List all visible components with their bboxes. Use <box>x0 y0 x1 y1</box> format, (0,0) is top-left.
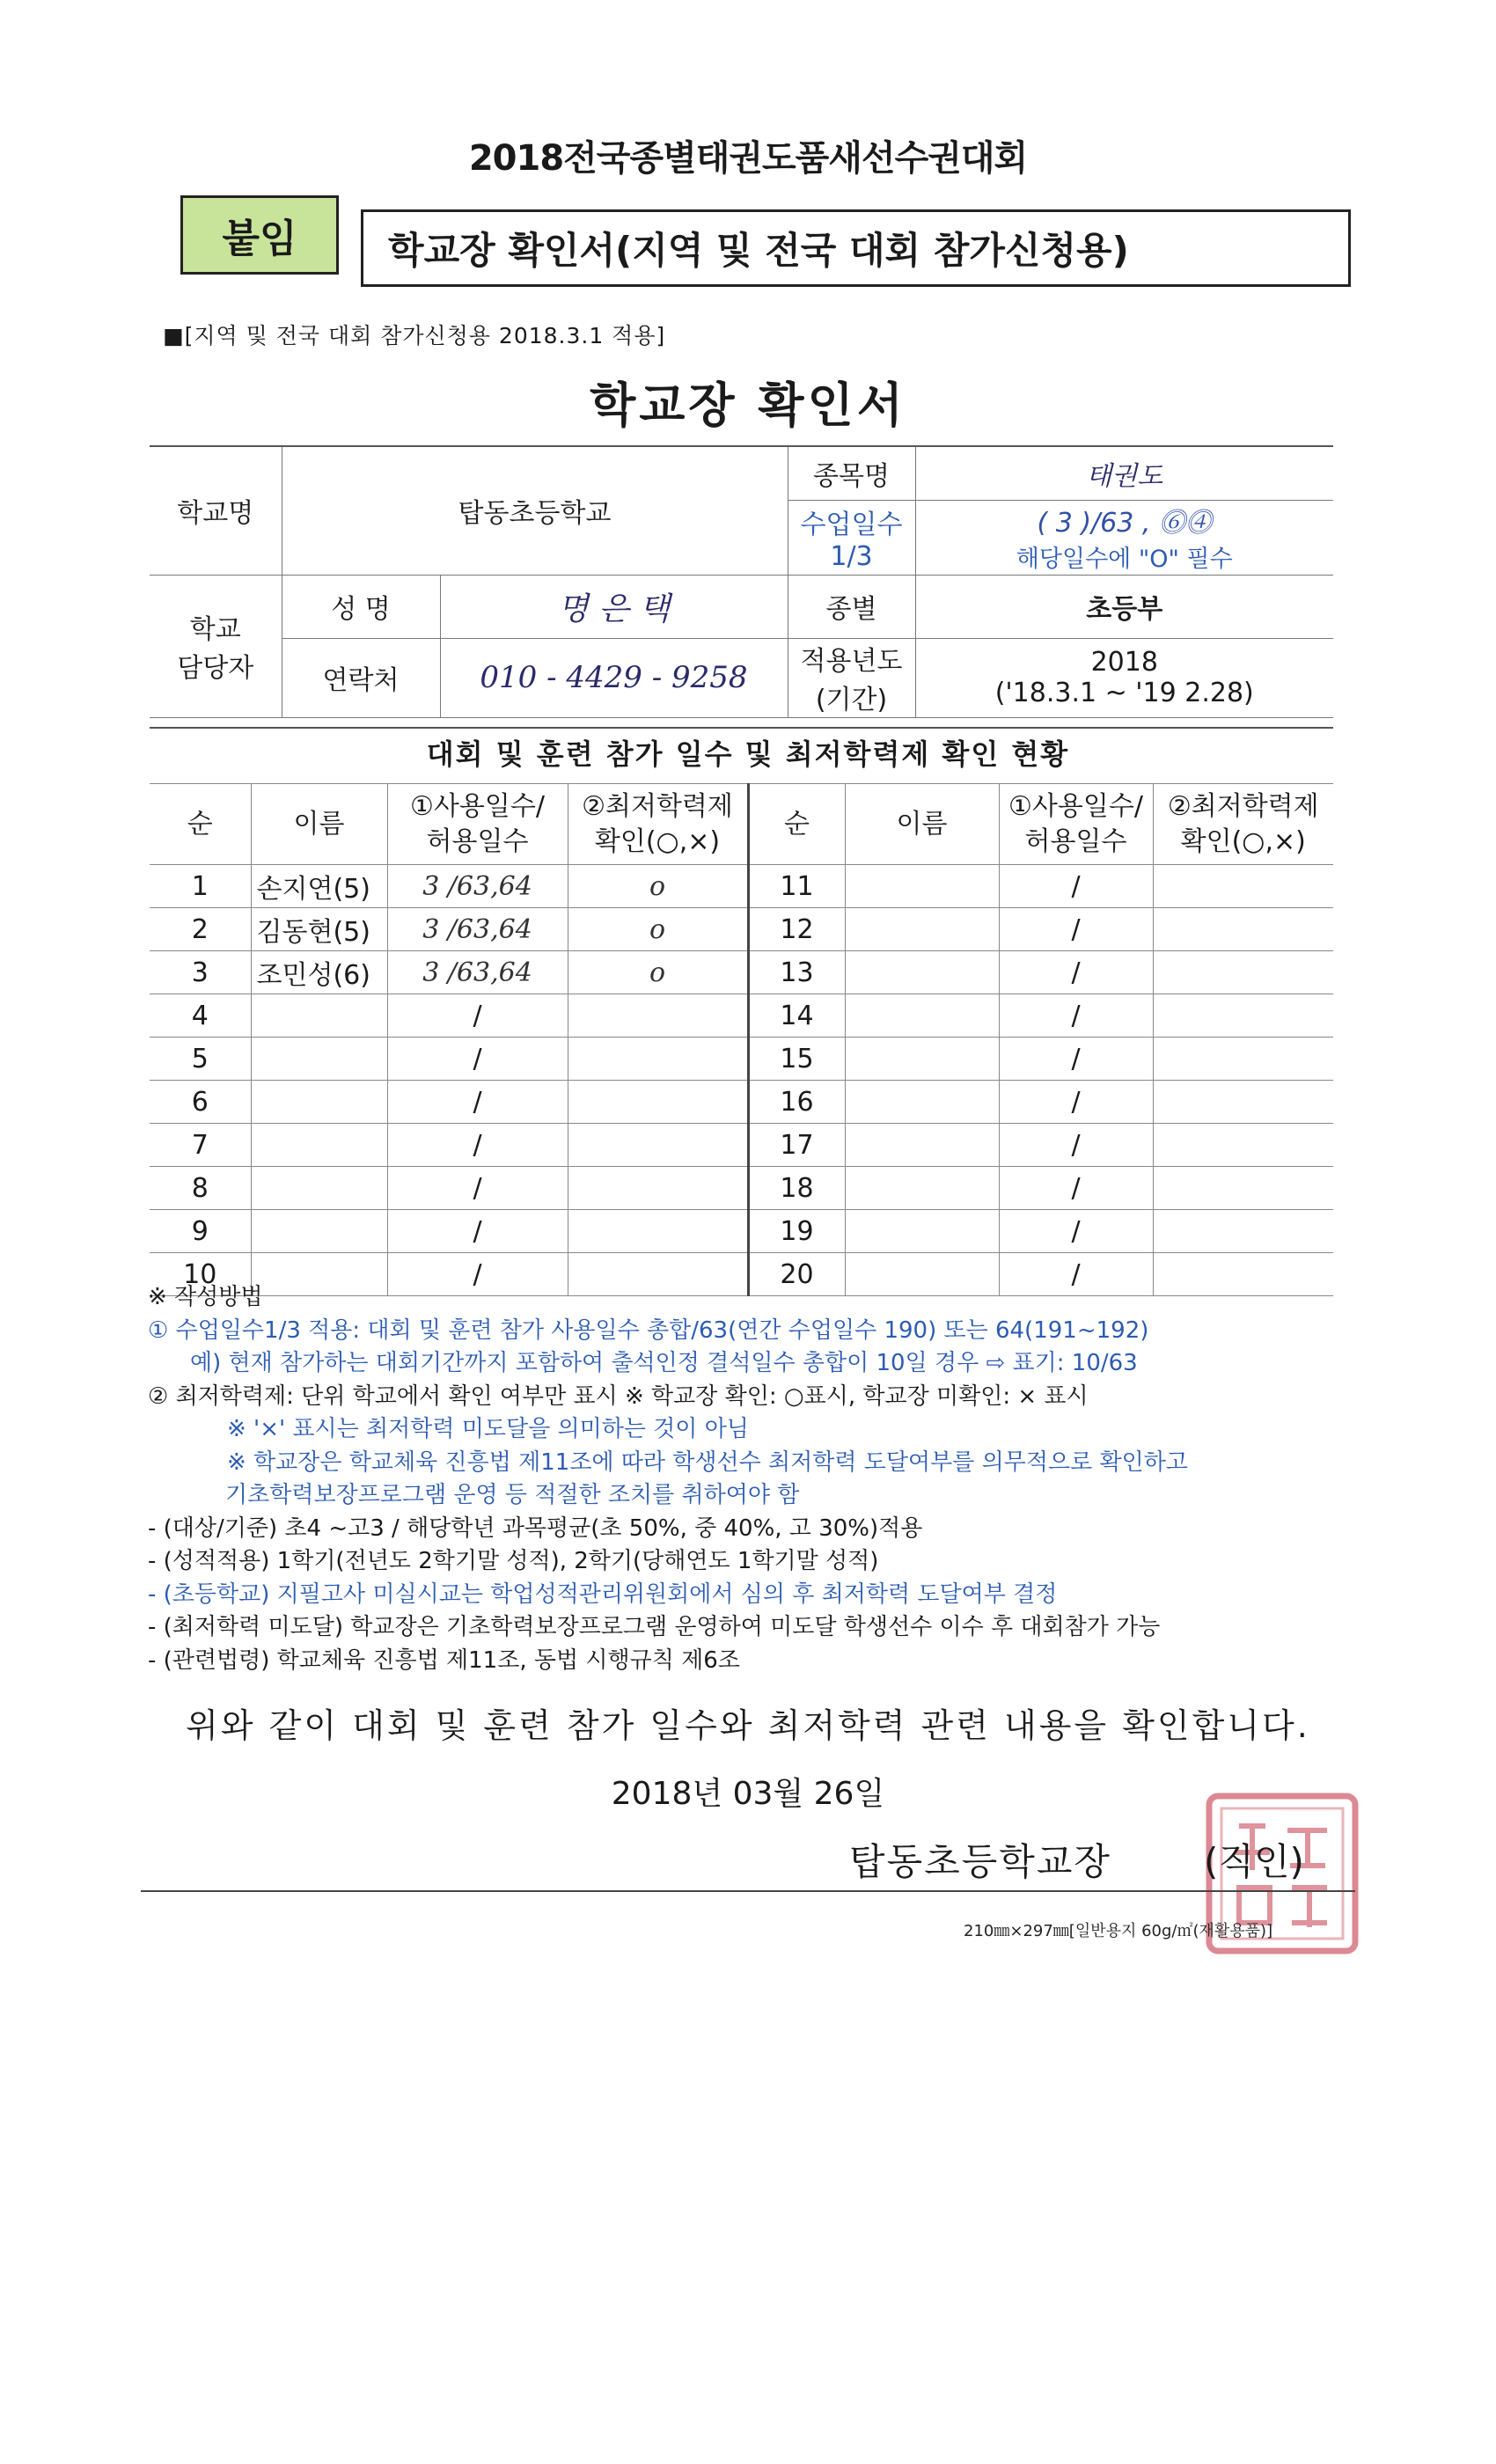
used-days: / <box>387 1210 568 1253</box>
academic-check <box>568 1038 748 1081</box>
table-row <box>150 994 1333 1038</box>
student-name <box>251 1081 387 1124</box>
table-row <box>150 908 1333 951</box>
sport-label: 종목명 <box>788 447 915 500</box>
event-title: 2018전국종별태권도품새선수권대회 <box>468 138 1028 179</box>
student-name <box>845 1124 999 1167</box>
attachment-title: 학교장 확인서(지역 및 전국 대회 참가신청용) <box>361 209 1351 287</box>
sport-value: 태권도 <box>915 447 1333 500</box>
class-days-cell <box>915 500 1333 575</box>
note-class-days: ① 수업일수1/3 적용: 대회 및 훈련 참가 사용일수 총합/63(연간 수업일수 190) 또는 64(191~192) <box>148 1316 1149 1344</box>
row-number: 10 <box>150 1253 251 1296</box>
division-value: 초등부 <box>915 575 1333 638</box>
header-days-right <box>999 784 1153 865</box>
row-number: 1 <box>150 865 251 908</box>
class-days-fraction: 1/3 <box>830 541 873 572</box>
signature-date: 2018년 03월 26일 <box>611 1776 885 1812</box>
year-label-line1: 적용년도 <box>800 646 903 677</box>
row-number: 9 <box>150 1210 251 1253</box>
contact-label: 연락처 <box>282 638 440 717</box>
name-label: 성 명 <box>282 575 440 638</box>
used-days: / <box>387 1038 568 1081</box>
table-row <box>150 1124 1333 1167</box>
header-check-line1: ②최저학력제 <box>582 790 733 822</box>
student-name <box>845 1167 999 1210</box>
used-days: / <box>387 1167 568 1210</box>
class-days-note: 해당일수에 "O" 필수 <box>1016 546 1233 573</box>
student-name <box>845 994 999 1038</box>
bullet-target: - (대상/기준) 초4 ~고3 / 해당학년 과목평균(초 50%, 중 40%, 고 30%)적용 <box>148 1514 923 1542</box>
bottom-rule <box>141 1890 1355 1892</box>
table-row <box>150 1210 1333 1253</box>
year-cell <box>915 638 1333 717</box>
academic-check <box>568 994 748 1038</box>
status-title: 대회 및 훈련 참가 일수 및 최저학력제 확인 현황 <box>426 737 1070 771</box>
applied-note: ■[지역 및 전국 대회 참가신청용 2018.3.1 적용] <box>163 323 666 348</box>
row-number: 2 <box>150 908 251 951</box>
bullet-below-minimum: - (최저학력 미도달) 학교장은 기초학력보장프로그램 운영하여 미도달 학생선수 이수 후 대회참가 가능 <box>148 1614 1161 1640</box>
student-name <box>845 1038 999 1081</box>
academic-check <box>1153 951 1333 994</box>
period-value: ('18.3.1 ~ '19 2.28) <box>994 678 1254 708</box>
academic-check <box>1153 1124 1333 1167</box>
header-check-right-line2: 확인(○,×) <box>1180 825 1306 857</box>
row-number: 16 <box>748 1081 845 1124</box>
header-name: 이름 <box>251 784 387 865</box>
student-name <box>251 1038 387 1081</box>
notes-heading: ※ 작성방법 <box>148 1284 263 1310</box>
used-days: / <box>999 1253 1153 1296</box>
used-days: / <box>387 1081 568 1124</box>
header-days-right-line2: 허용일수 <box>1024 825 1127 857</box>
paper-spec: 210㎜×297㎜[일반용지 60g/㎡(재활용품)] <box>964 1922 1273 1940</box>
school-name-label: 학교명 <box>150 447 282 575</box>
table-row <box>150 865 1333 908</box>
academic-check <box>1153 1167 1333 1210</box>
mid-rule <box>150 727 1333 729</box>
academic-check <box>568 1124 748 1167</box>
school-head-signature: 탑동초등학교장 <box>849 1840 1112 1883</box>
class-days-label-text: 수업일수 <box>800 510 903 540</box>
used-days: / <box>999 951 1153 994</box>
student-name <box>251 1210 387 1253</box>
academic-check <box>568 1210 748 1253</box>
participation-rows <box>150 865 1333 1296</box>
row-number: 8 <box>150 1167 251 1210</box>
used-days: / <box>387 994 568 1038</box>
table-header-row <box>150 784 1333 865</box>
school-info-table <box>150 447 1333 718</box>
academic-check <box>568 1081 748 1124</box>
academic-check <box>1153 908 1333 951</box>
row-number: 13 <box>748 951 845 994</box>
student-name <box>251 994 387 1038</box>
note-min-academic: ② 최저학력제: 단위 학교에서 확인 여부만 표시 ※ 학교장 확인: ○표시, 학교장 미확인: × 표시 <box>148 1382 1089 1410</box>
manager-label-line1: 학교 <box>189 614 241 645</box>
row-number: 6 <box>150 1081 251 1124</box>
table-row <box>150 1081 1333 1124</box>
student-name <box>845 1210 999 1253</box>
used-days: 3 /63,64 <box>387 865 568 908</box>
division-label: 종별 <box>788 575 915 638</box>
row-number: 3 <box>150 951 251 994</box>
student-name: 김동현(5) <box>251 908 387 951</box>
participation-table <box>150 783 1333 1296</box>
row-number: 7 <box>150 1124 251 1167</box>
year-label-line2: (기간) <box>815 685 888 715</box>
bullet-grades: - (성적적용) 1학기(전년도 2학기말 성적), 2학기(당해연도 1학기말 성적) <box>148 1548 879 1574</box>
seal-label: (직인) <box>1204 1840 1304 1883</box>
year-value: 2018 <box>1090 647 1158 678</box>
row-number: 17 <box>748 1124 845 1167</box>
academic-check: o <box>568 908 748 951</box>
row-number: 5 <box>150 1038 251 1081</box>
row-number: 4 <box>150 994 251 1038</box>
used-days: / <box>999 1167 1153 1210</box>
manager-label <box>150 575 282 717</box>
header-days <box>387 784 568 865</box>
school-name-value: 탑동초등학교 <box>282 447 788 575</box>
student-name: 손지연(5) <box>251 865 387 908</box>
student-name <box>845 951 999 994</box>
contact-value: 010 - 4429 - 9258 <box>440 638 788 717</box>
manager-name-value: 명 은 택 <box>440 575 788 638</box>
used-days: / <box>387 1253 568 1296</box>
academic-check <box>1153 1210 1333 1253</box>
used-days: / <box>999 1210 1153 1253</box>
student-name <box>845 1081 999 1124</box>
header-days-line1: ①사용일수/ <box>410 790 545 822</box>
row-number: 15 <box>748 1038 845 1081</box>
used-days: / <box>999 865 1153 908</box>
academic-check: o <box>568 951 748 994</box>
row-number: 19 <box>748 1210 845 1253</box>
class-days-value: ( 3 )/63 , ⓺⓸ <box>1037 508 1212 539</box>
table-row <box>150 951 1333 994</box>
student-name <box>251 1124 387 1167</box>
used-days: / <box>387 1124 568 1167</box>
row-number: 14 <box>748 994 845 1038</box>
header-check-line2: 확인(○,×) <box>594 825 721 857</box>
manager-label-line2: 담당자 <box>177 653 254 684</box>
used-days: / <box>999 908 1153 951</box>
class-days-label <box>788 500 915 575</box>
academic-check <box>1153 994 1333 1038</box>
academic-check <box>1153 1081 1333 1124</box>
academic-check <box>568 1167 748 1210</box>
academic-check: o <box>568 865 748 908</box>
row-number: 18 <box>748 1167 845 1210</box>
table-row <box>150 1038 1333 1081</box>
header-days-line2: 허용일수 <box>426 825 529 857</box>
used-days: 3 /63,64 <box>387 908 568 951</box>
row-number: 20 <box>748 1253 845 1296</box>
used-days: / <box>999 1038 1153 1081</box>
bullet-elementary: - (초등학교) 지필고사 미실시교는 학업성적관리위원회에서 심의 후 최저학력 도달여부 결정 <box>148 1580 1058 1608</box>
attachment-badge: 붙임 <box>180 195 339 275</box>
used-days: / <box>999 1124 1153 1167</box>
header-no-right: 순 <box>748 784 845 865</box>
academic-check <box>1153 865 1333 908</box>
academic-check <box>1153 1038 1333 1081</box>
document-title: 학교장 확인서 <box>590 378 906 433</box>
bullet-laws: - (관련법령) 학교체육 진흥법 제11조, 동법 시행규칙 제6조 <box>148 1646 740 1674</box>
header-name-right: 이름 <box>845 784 999 865</box>
header-check <box>568 784 748 865</box>
header-check-right <box>1153 784 1333 865</box>
student-name <box>251 1167 387 1210</box>
row-number: 11 <box>748 865 845 908</box>
header-check-right-line1: ②최저학력제 <box>1167 790 1319 822</box>
note-class-days-example: 예) 현재 참가하는 대회기간까지 포함하여 출석인정 결석일수 총합이 10일 경우 ⇨ 표기: 10/63 <box>190 1350 1138 1376</box>
note-principal-duty: ※ 학교장은 학교체육 진흥법 제11조에 따라 학생선수 최저학력 도달여부를 의무적으로 확인하고 <box>227 1448 1188 1476</box>
writing-instructions <box>148 1281 1353 1677</box>
student-name: 조민성(6) <box>251 951 387 994</box>
note-principal-duty-cont: 기초학력보장프로그램 운영 등 적절한 조치를 취하여야 함 <box>225 1482 800 1508</box>
header-days-right-line1: ①사용일수/ <box>1008 790 1143 822</box>
student-name <box>845 908 999 951</box>
confirmation-statement: 위와 같이 대회 및 훈련 참가 일수와 최저학력 관련 내용을 확인합니다. <box>186 1706 1310 1745</box>
student-name <box>845 865 999 908</box>
year-label <box>788 638 915 717</box>
used-days: / <box>999 994 1153 1038</box>
row-number: 12 <box>748 908 845 951</box>
header-no: 순 <box>150 784 251 865</box>
used-days: / <box>999 1081 1153 1124</box>
table-row <box>150 1167 1333 1210</box>
note-x-meaning: ※ '×' 표시는 최저학력 미도달을 의미하는 것이 아님 <box>227 1416 749 1442</box>
used-days: 3 /63,64 <box>387 951 568 994</box>
